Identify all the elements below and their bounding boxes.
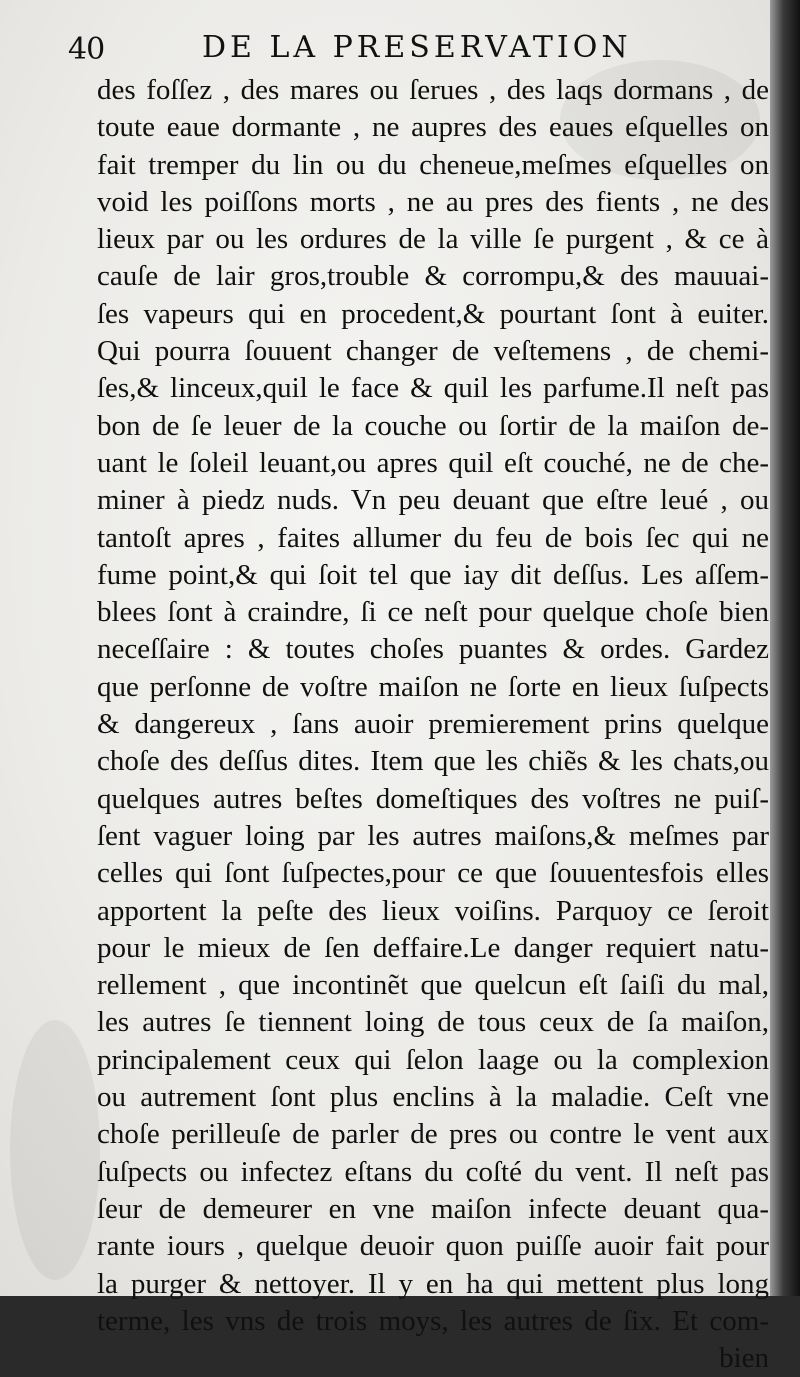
text-line: que perſonne de voſtre maiſon ne ſorte en lieux ſuſpects	[97, 670, 769, 703]
text-line: apportent la peſte des lieux voiſins. Parquoy ce ſeroit	[97, 894, 769, 927]
text-line: neceſſaire : & toutes choſes puantes & ordes. Gardez	[97, 633, 769, 666]
header-title: DE LA PRESERVATION	[202, 30, 632, 65]
text-line: quelques autres beſtes domeſtiques des voſtres ne puiſ-	[97, 782, 769, 815]
text-line: fume point,& qui ſoit tel que iay dit deſſus. Les aſſem-	[97, 558, 769, 591]
text-line: pour le mieux de ſen deffaire.Le danger requiert natu-	[97, 931, 769, 964]
text-line: & dangereux , ſans auoir premierement prins quelque	[97, 708, 769, 741]
text-line: uant le ſoleil leuant,ou apres quil eſt couché, ne de che-	[97, 446, 769, 479]
catchword: bien	[719, 1342, 769, 1375]
page-number: 40	[68, 32, 105, 67]
text-line: terme, les vns de trois moys, les autres de ſix. Et com-	[97, 1304, 769, 1337]
text-line: ſes vapeurs qui en procedent,& pourtant ſont à euiter.	[97, 297, 769, 330]
text-line: rante iours , quelque deuoir quon puiſſe auoir fait pour	[97, 1230, 769, 1263]
text-line: ſent vaguer loing par les autres maiſons,& meſmes par	[97, 819, 769, 852]
text-line: tantoſt apres , faites allumer du feu de bois ſec qui ne	[97, 521, 769, 554]
text-line: les autres ſe tiennent loing de tous ceux de ſa maiſon,	[97, 1006, 769, 1039]
text-line: choſe perilleuſe de parler de pres ou contre le vent aux	[97, 1118, 769, 1151]
text-line: cauſe de lair gros,trouble & corrompu,& des mauuai-	[97, 260, 769, 293]
paper-stain	[10, 1020, 100, 1280]
text-line: miner à piedz nuds. Vn peu deuant que eſtre leué , ou	[97, 484, 769, 517]
text-line: bon de ſe leuer de la couche ou ſortir de la maiſon de-	[97, 409, 769, 442]
text-line: ſes,& linceux,quil le face & quil les parfume.Il neſt pas	[97, 372, 769, 405]
text-line: principalement ceux qui ſelon laage ou la complexion	[97, 1043, 769, 1076]
text-line: ſeur de demeurer en vne maiſon infecte deuant qua-	[97, 1192, 769, 1225]
text-line: void les poiſſons morts , ne au pres des fients , ne des	[97, 185, 769, 218]
text-line: des foſſez , des mares ou ſerues , des laqs dormans , de	[97, 74, 769, 106]
text-line: ſuſpects ou infectez eſtans du coſté du vent. Il neſt pas	[97, 1155, 769, 1188]
text-line: ou autrement ſont plus enclins à la maladie. Ceſt vne	[97, 1081, 769, 1114]
body-text	[97, 72, 769, 1377]
running-head	[68, 28, 728, 68]
text-line: lieux par ou les ordures de la ville ſe purgent , & ce à	[97, 223, 769, 256]
text-line: blees ſont à craindre, ſi ce neſt pour quelque choſe bien	[97, 596, 769, 629]
text-line: fait tremper du lin ou du cheneue,meſmes eſquelles on	[97, 148, 769, 181]
text-line: toute eaue dormante , ne aupres des eaues eſquelles on	[97, 111, 769, 144]
text-line: la purger & nettoyer. Il y en ha qui mettent plus long	[97, 1267, 769, 1300]
text-line: Qui pourra ſouuent changer de veſtemens , de chemi-	[97, 335, 769, 368]
page-gutter	[770, 0, 800, 1296]
text-line: rellement , que incontinẽt que quelcun eſt ſaiſi du mal,	[97, 969, 769, 1002]
text-line: celles qui ſont ſuſpectes,pour ce que ſouuentesfois elles	[97, 857, 769, 890]
text-line: choſe des deſſus dites. Item que les chiẽs & les chats,ou	[97, 745, 769, 778]
